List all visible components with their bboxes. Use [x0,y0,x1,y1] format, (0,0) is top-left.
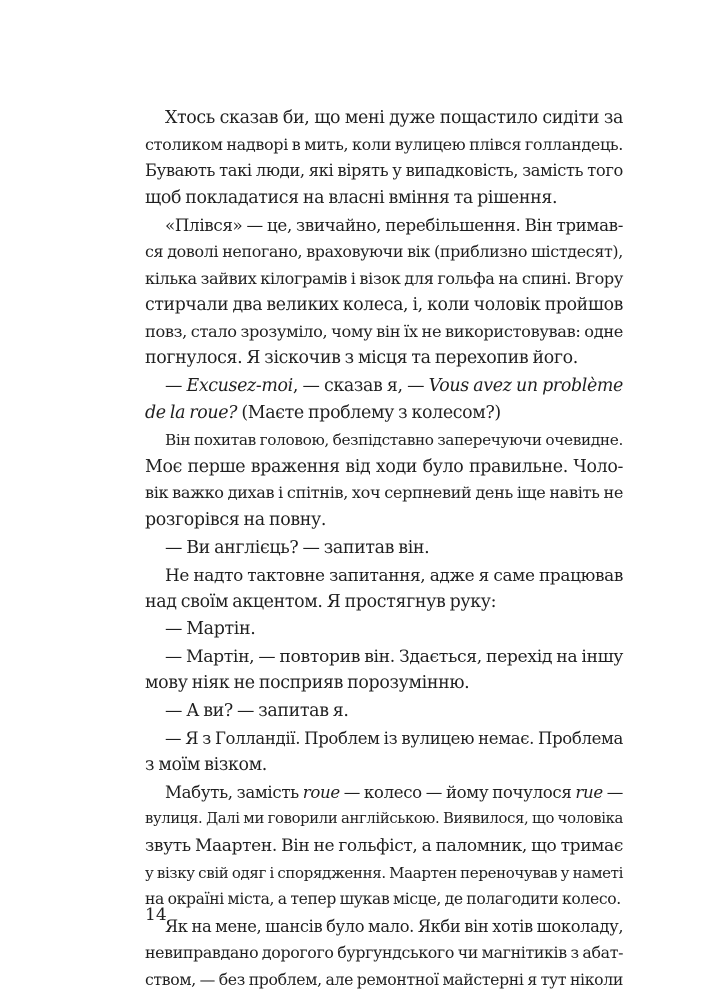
text-line: невиправдано дорогого бургундського чи магнітиків з абат- [145,943,624,963]
text-line: ся доволі непогано, враховуючи вік (приблизно шістдесят), [145,241,623,261]
text-line: «Плівся» — це, звичайно, перебільшення. Він тримав- [165,215,623,236]
text-line: Він похитав головою, безпідставно заперечуючи очевидне. [165,431,623,450]
text-line: столиком надворі в мить, коли вулицею плівся голландець. [145,134,623,154]
text-line: у візку свій одяг і спорядження. Маартен переночував у наметі [145,863,624,882]
text-line: мову ніяк не посприяв порозумінню. [145,673,470,694]
text-line: погнулося. Я зіскочив з місця та перехопив його. [145,348,578,369]
text-line: стирчали два великих колеса, і, коли чоловік пройшов [145,295,623,316]
text-line: на окраїні міста, а тепер шукав місце, де полагодити колесо. [145,890,621,909]
text-line: — Я з Голландії. Проблем із вулицею немає. Проблема [165,728,623,748]
text-line: повз, стало зрозуміло, чому він їх не використовував: одне [145,321,623,341]
text-line: — Мартін, — повторив він. Здається, перехід на іншу [165,646,623,667]
text-line: Не надто тактовне запитання, адже я саме працював [165,565,623,586]
text-line: щоб покладатися на власні вміння та рішення. [145,187,558,208]
text-line: ством, — без проблем, але ремонтної майстерні я тут ніколи [145,970,623,989]
text-line: — Excusez-moi, — сказав я, — Vous avez un problème [165,375,623,396]
text-line: — А ви? — запитав я. [165,701,349,722]
text-line: вулиця. Далі ми говорили англійською. Виявилося, що чоловіка [145,810,623,828]
text-line: de la roue? (Маєте проблему з колесом?) [145,402,501,423]
text-line: — Мартін. [165,619,256,640]
text-line: кілька зайвих кілограмів і візок для гольфа на спині. Вгору [145,268,623,288]
text-line: Моє перше враження від ходи було правильне. Чоло- [145,456,623,477]
body-text [145,105,623,994]
text-line: над своїм акцентом. Я простягнув руку: [145,591,497,612]
text-line: Хтось сказав би, що мені дуже пощастило сидіти за [165,108,623,128]
text-line: вік важко дихав і спітнів, хоч серпневий день іще навіть не [145,483,623,503]
text-line: розгорівся на повну. [145,509,327,530]
text-line: Бувають такі люди, які вірять у випадковість, замість того [145,161,623,181]
text-line: з моїм візком. [145,755,267,776]
text-line: Мабуть, замість roue — колесо — йому почулося rue — [165,782,623,802]
text-line: Як на мене, шансів було мало. Якби він хотів шоколаду, [165,916,624,936]
text-line: звуть Маартен. Він не гольфіст, а паломник, що тримає [145,836,623,857]
text-line: — Ви англієць? — запитав він. [165,537,430,558]
page-number: 14 [145,905,167,925]
